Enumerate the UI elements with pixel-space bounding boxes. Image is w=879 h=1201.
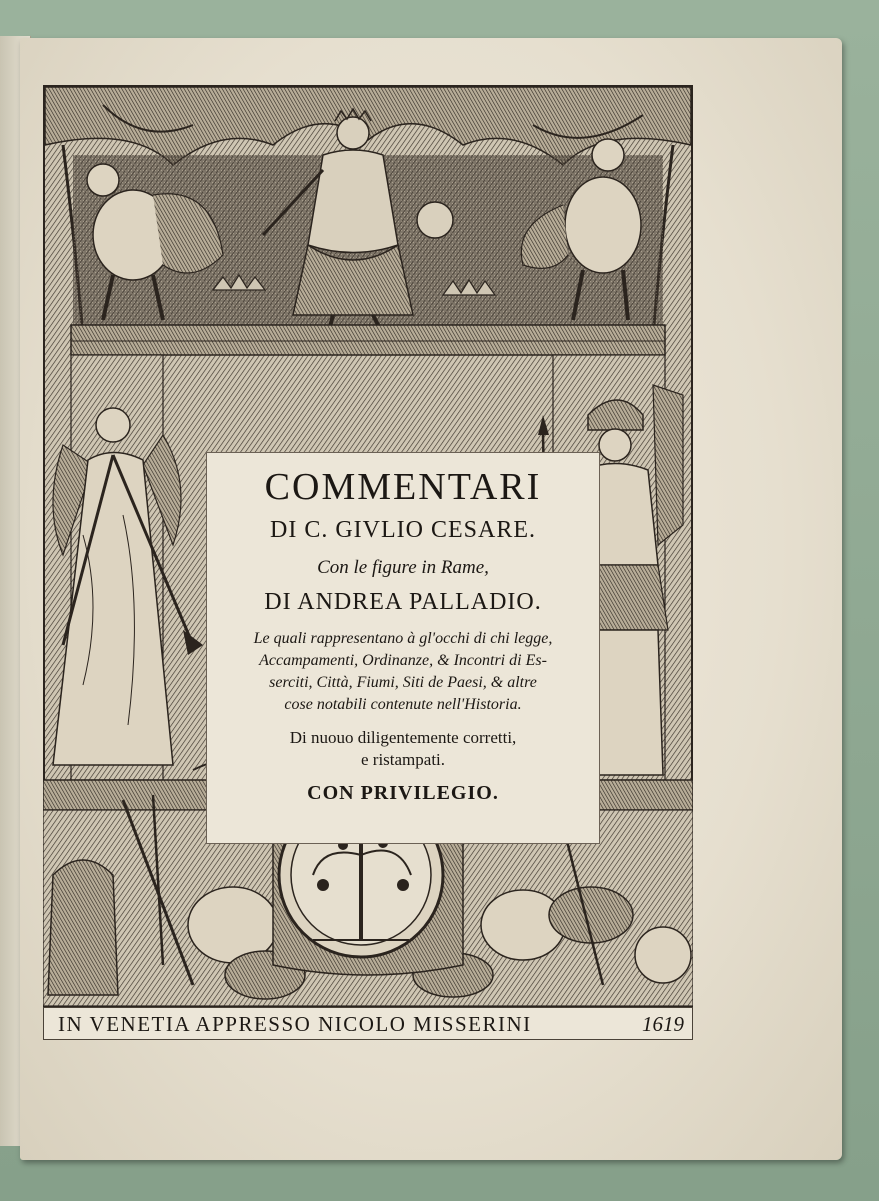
- book-title: COMMENTARI: [264, 466, 542, 508]
- imprint-text: IN VENETIA APPRESSO NICOLO MISSERINI: [58, 1012, 532, 1036]
- figures-line: Con le figure in Rame,: [317, 557, 489, 578]
- description-line: serciti, Città, Fiumi, Siti de Paesi, & altre: [269, 674, 537, 691]
- description-line: cose notabili contenute nell'Historia.: [284, 696, 522, 713]
- title-panel: [206, 452, 600, 844]
- illustrator-line: DI ANDREA PALLADIO.: [264, 589, 542, 615]
- author-line: DI C. GIVLIO CESARE.: [270, 517, 536, 543]
- imprint-bar: [43, 1007, 693, 1040]
- description-line: Le quali rappresentano à gl'occhi di chi legge,: [253, 630, 553, 647]
- description-line: Accampamenti, Ordinanze, & Incontri di Es-: [259, 652, 547, 669]
- edition-line: Di nuouo diligentemente corretti,: [289, 728, 517, 747]
- edition-line: e ristampati.: [360, 750, 446, 769]
- imprint-year: 1619: [642, 1012, 684, 1036]
- privilege-line: CON PRIVILEGIO.: [307, 782, 499, 804]
- engraved-title-frame: [43, 85, 693, 1040]
